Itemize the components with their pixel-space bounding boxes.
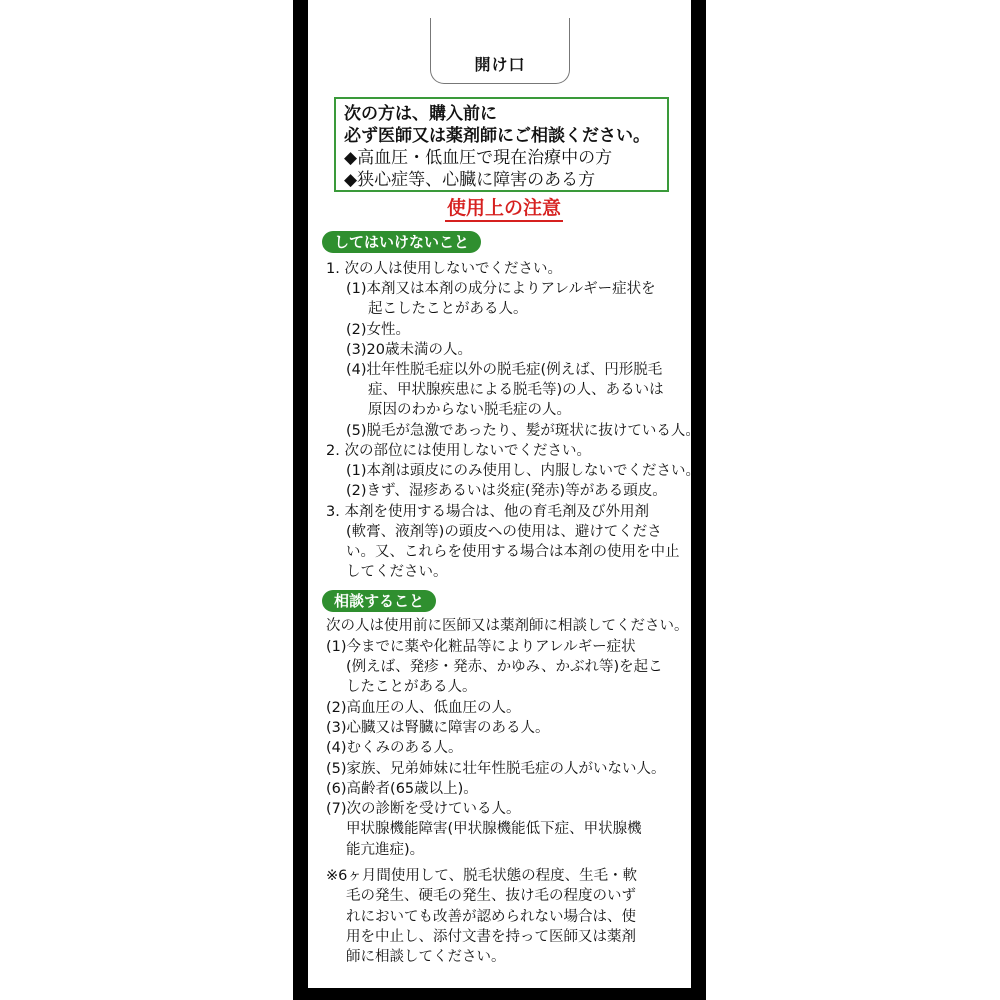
consult-note-line: 毛の発生、硬毛の発生、抜け毛の程度のいず (346, 888, 636, 904)
bottom-border (293, 988, 706, 1000)
consult-line: (6)高齢者(65歳以上)。 (326, 781, 478, 797)
dont-section-heading: してはいけないこと (322, 231, 481, 253)
consult-line: 甲状腺機能障害(甲状腺機能低下症、甲状腺機 (346, 821, 642, 837)
right-border (691, 0, 706, 1000)
pre-purchase-consult-box (334, 97, 669, 192)
consult-note-line: ※6ヶ月間使用して、脱毛状態の程度、生毛・軟 (326, 868, 638, 884)
consult-line: したことがある人。 (346, 679, 477, 695)
consult-box-line1: 次の方は、購入前に (344, 104, 497, 124)
consult-line: (1)今までに薬や化粧品等によりアレルギー症状 (326, 639, 636, 655)
dont-line: (4)壮年性脱毛症以外の脱毛症(例えば、円形脱毛 (346, 362, 663, 378)
dont-line: 1. 次の人は使用しないでください。 (326, 261, 562, 277)
consult-line: (7)次の診断を受けている人。 (326, 801, 521, 817)
consult-section-heading: 相談すること (322, 590, 436, 612)
dont-line: 2. 次の部位には使用しないでください。 (326, 443, 591, 459)
consult-line: (5)家族、兄弟姉妹に壮年性脱毛症の人がいない人。 (326, 761, 666, 777)
consult-line: 能亢進症)。 (346, 842, 425, 858)
dont-line: (3)20歳未満の人。 (346, 342, 472, 358)
caution-title-wrap (0, 196, 1000, 222)
dont-line: 症、甲状腺疾患による脱毛等)の人、あるいは (368, 382, 664, 398)
dont-line: 3. 本剤を使用する場合は、他の育毛剤及び外用剤 (326, 504, 649, 520)
dont-line: してください。 (346, 564, 448, 580)
dont-line: (2)きず、湿疹あるいは炎症(発赤)等がある頭皮。 (346, 483, 667, 499)
consult-box-item1: ◆高血圧・低血圧で現在治療中の方 (344, 148, 613, 168)
dont-line: (1)本剤は頭皮にのみ使用し、内服しないでください。 (346, 463, 701, 479)
consult-note-line: 師に相談してください。 (346, 949, 506, 965)
consult-line: 次の人は使用前に医師又は薬剤師に相談してください。 (326, 618, 689, 634)
open-tab-label: 開け口 (474, 55, 526, 74)
dont-line: 原因のわからない脱毛症の人。 (368, 402, 571, 418)
dont-line: (2)女性。 (346, 322, 411, 338)
consult-line: (2)高血圧の人、低血圧の人。 (326, 700, 521, 716)
open-tab[interactable] (430, 18, 570, 84)
left-border (293, 0, 308, 1000)
consult-box-item2: ◆狭心症等、心臓に障害のある方 (344, 170, 596, 190)
caution-title: 使用上の注意 (445, 196, 563, 222)
consult-line: (3)心臓又は腎臓に障害のある人。 (326, 720, 550, 736)
consult-box-line2: 必ず医師又は薬剤師にご相談ください。 (344, 126, 650, 146)
consult-line: (4)むくみのある人。 (326, 740, 463, 756)
dont-line: (1)本剤又は本剤の成分によりアレルギー症状を (346, 281, 656, 297)
dont-line: い。又、これらを使用する場合は本剤の使用を中止 (346, 544, 680, 560)
consult-note-line: 用を中止し、添付文書を持って医師又は薬剤 (346, 929, 636, 945)
dont-line: (軟膏、液剤等)の頭皮への使用は、避けてくださ (346, 524, 662, 540)
consult-note-line: れにおいても改善が認められない場合は、使 (346, 909, 636, 925)
consult-line: (例えば、発疹・発赤、かゆみ、かぶれ等)を起こ (346, 659, 663, 675)
dont-line: 起こしたことがある人。 (368, 301, 528, 317)
dont-line: (5)脱毛が急激であったり、髪が斑状に抜けている人。 (346, 423, 700, 439)
